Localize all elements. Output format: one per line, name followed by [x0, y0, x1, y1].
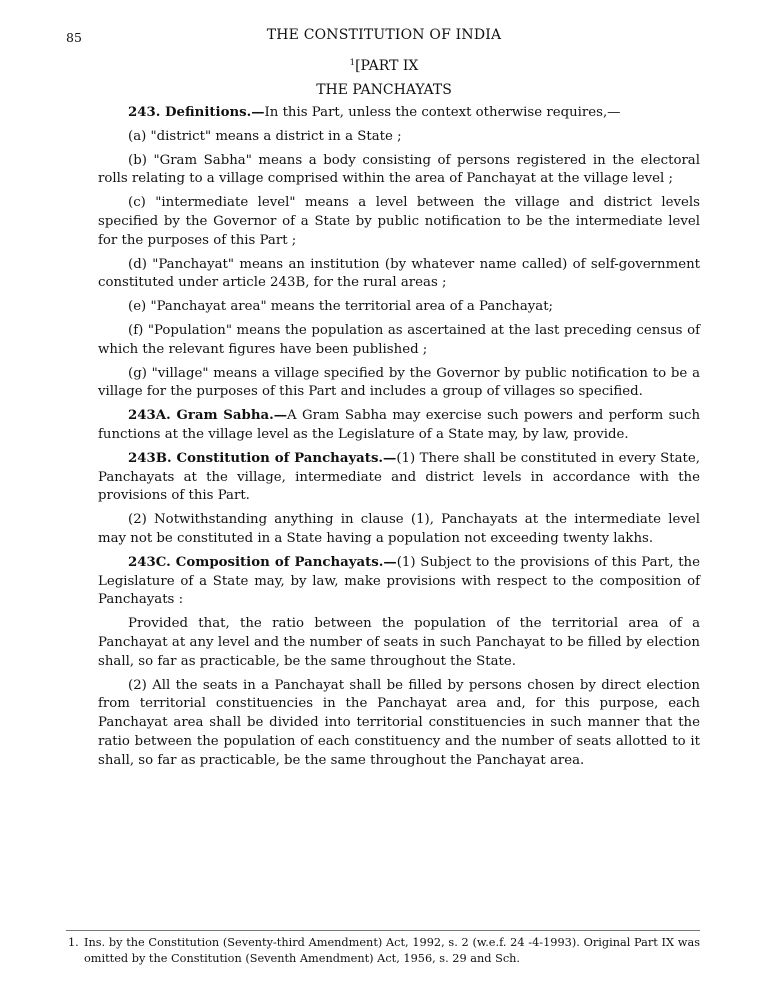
section-heading: 243B. Constitution of Panchayats.—: [128, 450, 397, 466]
footnote-mark: 1.: [68, 936, 79, 949]
section-heading: 243A. Gram Sabha.—: [128, 408, 288, 424]
definition-clause: (d) "Panchayat" means an institution (by whatever name called) of self-government constituted under article 243B, for the rural areas ;: [98, 256, 700, 291]
definition-clause: (f) "Population" means the population as ascertained at the last preceding census of which the relevant figures have been published ;: [98, 322, 700, 357]
section-text: A Gram Sabha may exercise such powers and perform such functions at the village level as the Legislature of a State may, by law, provide.: [98, 408, 701, 442]
part-heading-text: [PART IX: [355, 58, 419, 74]
section-243b-clause-2: (2) Notwithstanding anything in clause (1), Panchayats at the intermediate level may not be constituted in a State having a population not exceeding twenty lakhs.: [98, 512, 700, 546]
definition-clause: (b) "Gram Sabha" means a body consisting of persons registered in the electoral rolls relating to a village comprised within the area of Panchayat at the village level ;: [98, 152, 700, 187]
definition-clause: (e) "Panchayat area" means the territorial area of a Panchayat;: [128, 299, 554, 315]
page-number: 85: [66, 30, 82, 45]
definition-clause: (a) "district" means a district in a State ;: [128, 128, 402, 144]
section-text: (1) There shall be constituted in every State, Panchayats at the village, intermediate and district levels in accordance with the provisions of this Part.: [98, 450, 700, 504]
section-text: (1) Subject to the provisions of this Part, the Legislature of a State may, by law, make provisions with respect to the composition of Panchayats :: [98, 554, 700, 608]
section-243a: [98, 407, 700, 445]
section-243c-proviso: Provided that, the ratio between the population of the territorial area of a Panchayat at any level and the number of seats in such Panchayat to be filled by election shall, so far as practicable, be the same throughout the State.: [98, 616, 700, 669]
running-title: THE CONSTITUTION OF INDIA: [266, 27, 502, 43]
section-text: In this Part, unless the context otherwise requires,—: [264, 105, 621, 120]
section-heading: 243C. Composition of Panchayats.—: [128, 554, 397, 570]
part-heading: [0, 58, 768, 74]
definition-clause: (g) "village" means a village specified by the Governor by public notification to be a village for the purposes of this Part and includes a group of villages so specified.: [98, 365, 700, 400]
section-243b: [98, 450, 700, 506]
body-text: [98, 104, 700, 776]
footnote-rule: [66, 930, 700, 931]
definition-clause: (c) "intermediate level" means a level between the village and district levels specified by the Governor of a State by public notification to be the intermediate level for the purposes of this Part ;: [98, 195, 700, 248]
section-243-intro: [98, 104, 700, 123]
footnote-text: Ins. by the Constitution (Seventy-third Amendment) Act, 1992, s. 2 (w.e.f. 24 -4-1993). Original Part IX was omitted by the Constitution (Seventh Amendment) Act, 1956, s. 29 and Sch.: [84, 936, 700, 965]
section-heading: 243. Definitions.—: [128, 105, 265, 120]
footnote: [68, 935, 700, 967]
section-243c-clause-2: (2) All the seats in a Panchayat shall be filled by persons chosen by direct election from territorial constituencies in the Panchayat area and, for this purpose, each Panchayat area shall be divided into territorial constituencies in such manner that the ratio between the population of each constituency and the number of seats allotted to it shall, so far as practicable, be the same throughout the Panchayat area.: [98, 677, 700, 768]
section-243c: [98, 554, 700, 610]
footnote-reference: 1: [349, 58, 356, 68]
part-title: THE PANCHAYATS: [316, 82, 452, 98]
